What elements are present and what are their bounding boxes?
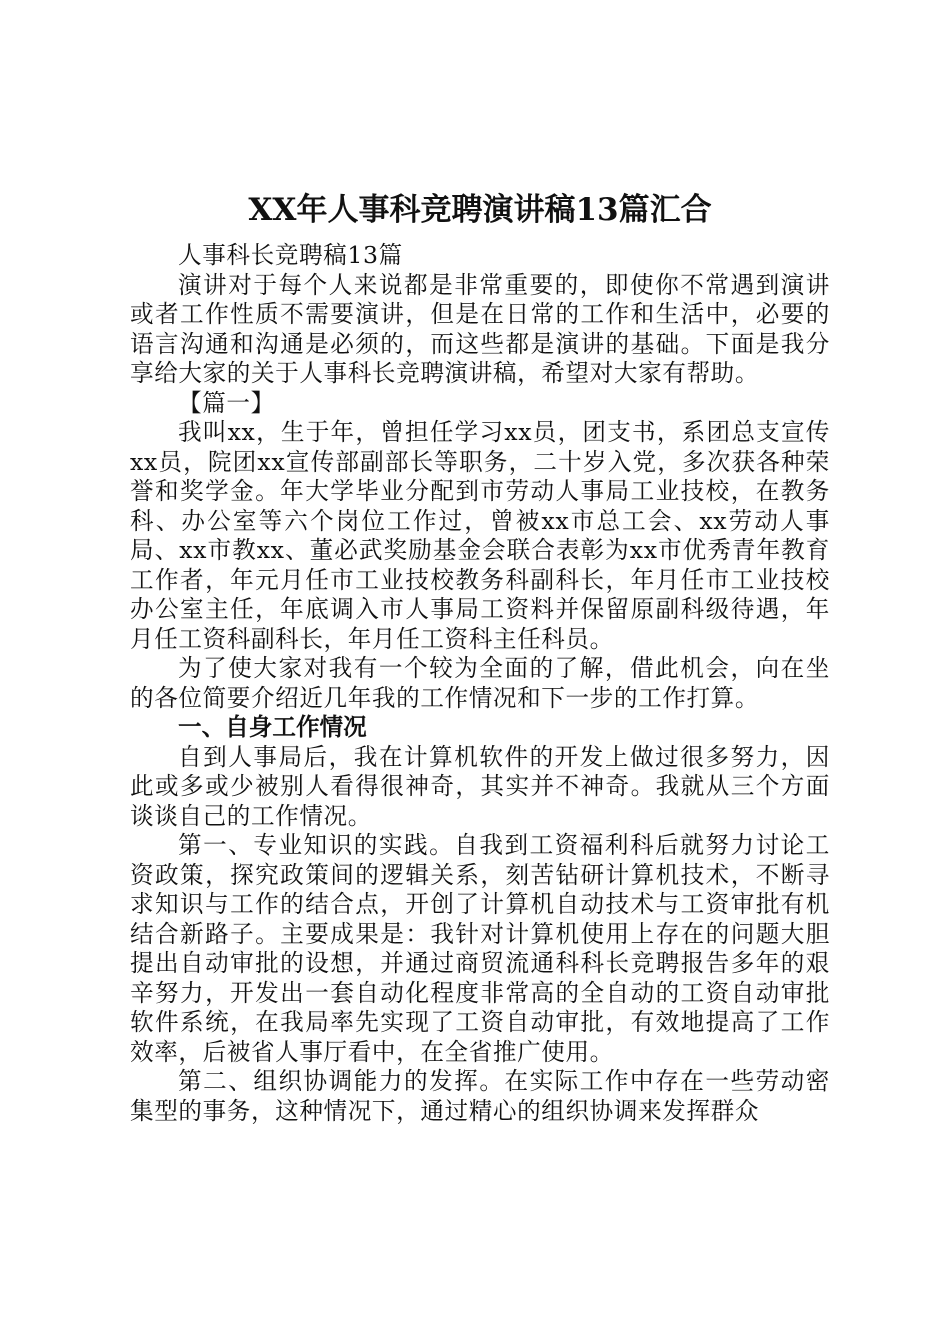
intro-paragraph: 演讲对于每个人来说都是非常重要的，即使你不常遇到演讲或者工作性质不需要演讲，但是在日常的工作和生活中，必要的语言沟通和沟通是必须的，而这些都是演讲的基础。下面是我分享给大家的关于人事科长竞聘演讲稿，希望对大家有帮助。 — [130, 270, 830, 387]
section-intro-paragraph: 自到人事局后，我在计算机软件的开发上做过很多努力，因此或多或少被别人看得很神奇，其实并不神奇。我就从三个方面谈谈自己的工作情况。 — [130, 742, 830, 830]
point-one-paragraph: 第一、专业知识的实践。自我到工资福利科后就努力讨论工资政策，探究政策间的逻辑关系，刻苦钻研计算机技术，不断寻求知识与工作的结合点，开创了计算机自动技术与工资审批有机结合新路子。主要成果是：我针对计算机使用上存在的问题大胆提出自动审批的设想，并通过商贸流通科科长竞聘报告多年的艰辛努力，开发出一套自动化程度非常高的全自动的工资自动审批软件系统，在我局率先实现了工资自动审批，有效地提高了工作效率，后被省人事厅看中，在全省推广使用。 — [130, 831, 830, 1066]
bio-paragraph: 我叫xx，生于年，曾担任学习xx员，团支书，系团总支宣传xx员，院团xx宣传部副部长等职务，二十岁入党，多次获各种荣誉和奖学金。年大学毕业分配到市劳动人事局工业技校，在教务科、办公室等六个岗位工作过，曾被xx市总工会、xx劳动人事局、xx市教xx、董必武奖励基金会联合表彰为xx市优秀青年教育工作者，年元月任市工业技校教务科副科长，年月任市工业技校办公室主任，年底调入市人事局工资料并保留原副科级待遇，年月任工资科副科长，年月任工资科主任科员。 — [130, 418, 830, 653]
section-heading: 一、自身工作情况 — [178, 713, 367, 741]
point-two-paragraph: 第二、组织协调能力的发挥。在实际工作中存在一些劳动密集型的事务，这种情况下，通过精心的组织协调来发挥群众 — [130, 1067, 830, 1125]
document-body — [130, 185, 830, 1126]
document-subtitle: 人事科长竞聘稿13篇 — [178, 241, 403, 269]
purpose-paragraph: 为了使大家对我有一个较为全面的了解，借此机会，向在坐的各位简要介绍近几年我的工作情况和下一步的工作打算。 — [130, 654, 830, 712]
part-label: 【篇一】 — [178, 388, 275, 417]
document-title: XX年人事科竞聘演讲稿13篇汇合 — [248, 192, 712, 228]
